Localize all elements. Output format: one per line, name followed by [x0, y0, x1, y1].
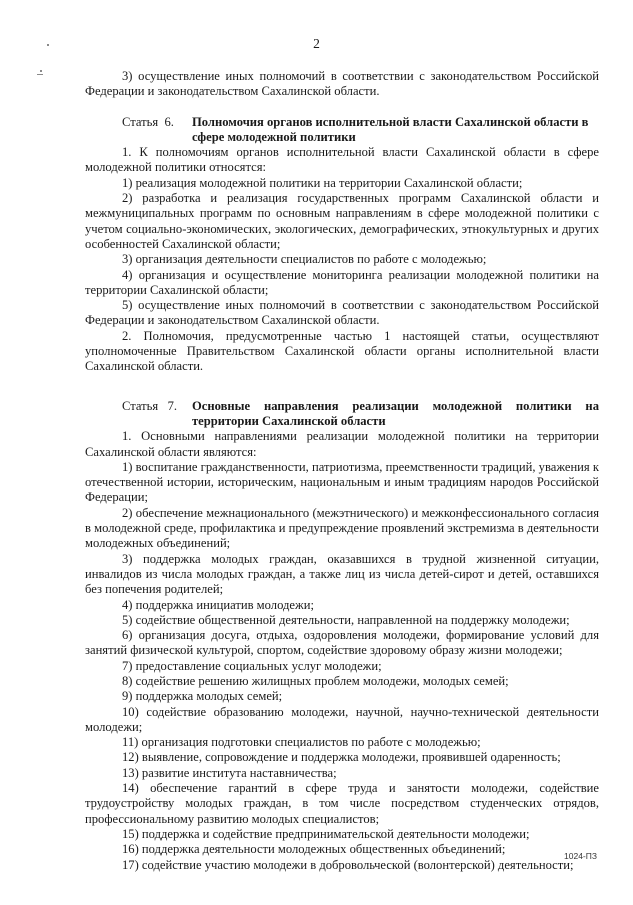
article-6-paragraph: 1. К полномочиям органов исполнительной власти Сахалинской области в сфере молодежной политики относятся:: [85, 145, 599, 175]
article-7-title: Основные направления реализации молодежной политики на территории Сахалинской области: [192, 398, 599, 428]
intro-paragraph: 3) осуществление иных полномочий в соответствии с законодательством Российской Федерации и законодательством Сахалинской области.: [85, 69, 599, 99]
article-7-paragraph: 9) поддержка молодых семей;: [122, 689, 283, 704]
article-6-label: Статья 6.: [122, 114, 174, 129]
article-7-paragraph: 13) развитие института наставничества;: [122, 765, 337, 780]
article-7-paragraph: 6) организация досуга, отдыха, оздоровления молодежи, формирование условий для занятий физической культурой, спортом, содействие здоровому образу жизни молодежи;: [85, 628, 599, 658]
article-7-paragraph: 11) организация подготовки специалистов по работе с молодежью;: [122, 735, 481, 750]
document-body: [85, 69, 599, 873]
article-7-paragraph: 1) воспитание гражданственности, патриотизма, преемственности традиций, уважения к отечественной истории, историческим, национальным и иным традициям народов Российской Федерации;: [85, 459, 599, 505]
article-7-paragraph: 4) поддержка инициатив молодежи;: [122, 597, 314, 612]
article-7-paragraph: 16) поддержка деятельности молодежных общественных объединений;: [122, 842, 506, 857]
article-7-label: Статья 7.: [122, 398, 178, 413]
article-7-paragraph: 17) содействие участию молодежи в добровольческой (волонтерской) деятельности;: [122, 857, 574, 872]
article-7-paragraph: 1. Основными направлениями реализации молодежной политики на территории Сахалинской области являются:: [85, 429, 599, 459]
article-7-paragraph: 5) содействие общественной деятельности, направленной на поддержку молодежи;: [122, 612, 570, 627]
article-7-paragraph: 12) выявление, сопровождение и поддержка молодежи, проявившей одаренность;: [122, 750, 561, 765]
article-7-paragraph: 10) содействие образованию молодежи, научной, научно-технической деятельности молодежи;: [85, 704, 599, 734]
article-7-paragraph: 14) обеспечение гарантий в сфере труда и занятости молодежи, содействие трудоустройству молодых граждан, в том числе посредством студенческих отрядов, профессиональному развитию молодых специалистов;: [85, 781, 599, 826]
article-6-paragraph: 2) разработка и реализация государственных программ Сахалинской области и межмуниципальных программ по основным направлениям в сфере молодежной политики с учетом социально-экономических, экологических, демографических, этнокультурных и других особенностей Сахалинской области;: [85, 191, 599, 251]
article-6-paragraph: 1) реализация молодежной политики на территории Сахалинской области;: [122, 175, 523, 190]
scan-mark-dash: [37, 74, 43, 75]
article-6-body: [85, 145, 599, 374]
article-7-paragraph: 2) обеспечение межнационального (межэтнического) и межконфессионального согласия в молодежной среде, профилактика и предупреждение проявлений экстремизма в деятельности молодежных объединений;: [85, 505, 599, 551]
article-7-paragraph: 15) поддержка и содействие предпринимательской деятельности молодежи;: [122, 826, 530, 841]
article-6-heading: [85, 115, 599, 146]
scan-mark-dot: [40, 70, 42, 72]
article-7-paragraph: 8) содействие решению жилищных проблем молодежи, молодых семей;: [122, 673, 509, 688]
article-6-title: Полномочия органов исполнительной власти Сахалинской области в сфере молодежной политики: [192, 114, 589, 144]
article-6-paragraph: 2. Полномочия, предусмотренные частью 1 настоящей статьи, осуществляют уполномоченные Правительством Сахалинской области органы исполнительной власти Сахалинской области.: [85, 328, 599, 374]
article-7-body: [85, 429, 599, 873]
article-6-paragraph: 5) осуществление иных полномочий в соответствии с законодательством Российской Федерации и законодательством Сахалинской области.: [85, 298, 599, 328]
article-7-paragraph: 3) поддержка молодых граждан, оказавшихся в трудной жизненной ситуации, инвалидов из числа молодых граждан, а также лиц из числа детей-сирот и детей, оставшихся без попечения родителей;: [85, 551, 599, 597]
page-number: 2: [313, 36, 320, 51]
article-6-paragraph: 3) организация деятельности специалистов по работе с молодежью;: [122, 252, 487, 267]
article-7-paragraph: 7) предоставление социальных услуг молодежи;: [122, 658, 382, 673]
document-code: 1024-ПЗ: [564, 851, 597, 861]
article-6-paragraph: 4) организация и осуществление мониторинга реализации молодежной политики на территории Сахалинской области;: [85, 267, 599, 297]
article-7-heading: [85, 399, 599, 430]
scan-mark-dot: [47, 44, 49, 46]
